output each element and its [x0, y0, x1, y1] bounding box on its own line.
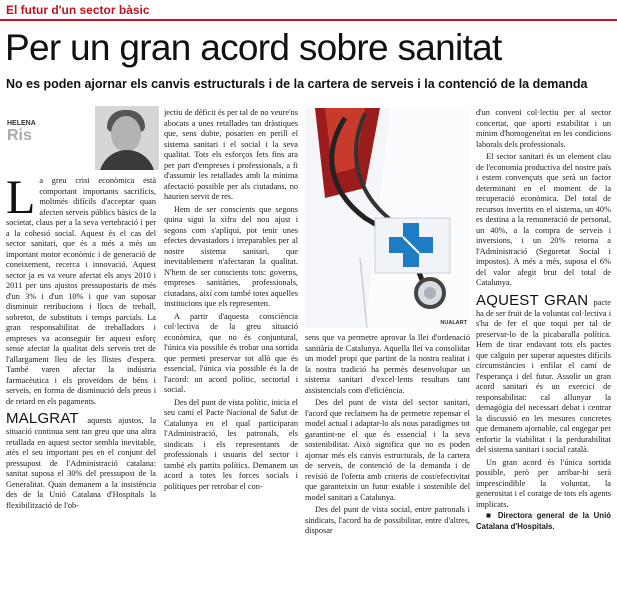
article-paragraph: La greu crisi econòmica està comportant importants sacrificis, moltmés difícils d'acceptar quan afecten serveis públics bàsics de la societat, claus per a la seva vertebració i per a la cohesió social. Aquest és el cas del sector sanitari, que és a més a més un important motor econòmic i de generació de coneixement, recerca i innovació. Aquest sector ja es va veure afectat els anys 2010 i 2011 per uns ajustos pressupostaris de més d'un 3% i d'un 10% i que van suposar disminuir retribucions i llocs de treball, sobretot, de substituts i temps parcials. La gran responsabilitat de treballadors i empreses va aconseguir fer aquest esforç sense afectar la qualitat dels serveis tret de l'allargament lleu de les llistes d'espera. També varen afectar la indústria farmacèutica i els proveïdors de béns i serveis, en forma de disminució dels preus i de retard en els pagaments.	[6, 176, 156, 406]
article-paragraph: Des del punt de vista social, entre patronals i sindicats, l'acord ha de possibilitar, entre d'altres, disposar	[305, 505, 470, 535]
article-paragraph: AQUEST GRAN pacte ha de ser fruit de la voluntat col·lectiva i s'ha de fer el que toqui per tal de preservar-lo de la picabaralla política. Hem de tirar endavant tots els pactes que calguin per superar aquestes difícils circumstàncies i enfilar el camí de l'esperança i del futur. Assolir un gran acord sanitari és un exercici de responsabilitat: cal allunyar la demagògia del necessari debat i centrar la discussió en les mesures concretes que demanem ajornable, cal engegar per enfortir la viabilitat i la perdurabilitat del sistema sanitari i social català.	[476, 291, 611, 454]
header-rule	[0, 19, 617, 21]
byline-last-name: Ris	[7, 127, 32, 144]
side-head: MALGRAT	[6, 410, 79, 427]
headline: Per un gran acord sobre sanitat	[5, 27, 502, 68]
column-2	[164, 108, 298, 594]
column-3	[305, 333, 470, 594]
author-photo	[95, 106, 159, 170]
byline-first-name: HELENA	[7, 120, 36, 127]
article-paragraph: Des del punt de vista del sector sanitari, l'acord que reclamem ha de permetre repensar el model actual i adaptar-lo als nous paradigmes tot garantint-ne el que és essencial i la seva sostenibilitat. Això significa que no es poden ajornar més els canvis estructurals, de la cartera de serveis, de contenció de la demanda i de revisió de l'oferta amb criteris de cost/efectivitat que garanteixin un futur estable i sostenible del model sanitari a Catalunya.	[305, 398, 470, 502]
side-head: AQUEST GRAN	[476, 291, 589, 309]
subhead: No es poden ajornar els canvis estructurals i de la cartera de serveis i la contenció de la demanda	[6, 77, 588, 91]
article-paragraph: A partir d'aquesta consciència col·lectiva de la greu situació econòmica, que no és conjuntural, l'única via possible és trobar una sortida que permeti preservar tot allò que és essencial, l'única via possible és la de l'acord: un acord polític, sectorial i social.	[164, 311, 298, 394]
author-signature: ■ Directora general de la Unió Catalana d'Hospitals.	[476, 511, 611, 531]
drop-cap: L	[6, 176, 36, 224]
end-mark: ■	[486, 511, 494, 520]
column-1	[6, 176, 156, 594]
article-paragraph: El sector sanitari és un element clau de l'economia productiva del nostre país i estem convençuts que serà un factor determinant en el moment de la recuperació econòmica. Del total de recursos invertits en el sistema, un 40% es destina a la remuneració de personal, un 40%, a la compra de serveis i inversions, i un 20% retorna a l'Administració (Seguretat Social i impostos). A més a més, suposa el 6% del valor afegit brut del total de Catalunya.	[476, 152, 611, 287]
article-paragraph: Hem de ser conscients que segons quina sigui la xifra del nou ajust i segons com s'apliqui, pot tenir unes efectes devastadors i irreparables per al nostre sistema sanitari, que inevitablement n'afectaran la qualitat. N'hem de ser conscients tots: governs, empreses sanitàries, professionals, ciutadans, així com també totes aquelles institucions que els representen.	[164, 204, 298, 308]
article-paragraph: d'un conveni col·lectiu per al sector concertat, que aporti estabilitat i un mínim d'homogeneïtat en les condicions laborals dels professionals.	[476, 108, 611, 149]
section-tag: El futur d'un sector bàsic	[6, 3, 150, 17]
illustration-credit: NUALART	[440, 320, 467, 326]
article-paragraph: sens que va permetre aprovar la llei d'ordenació sanitària de Catalunya. Aquella llei va consolidar un model propi que partint de la nostra realitat i la nostra tradició ha permès desenvolupar un sistema sanitari d'excel·lents resultats tant assistencials com d'eficiència.	[305, 333, 470, 395]
column-4	[476, 108, 611, 594]
article-paragraph: Un gran acord és l'única sortida possible, però per arribar-hi serà imprescindible la voluntat, la generositat i el coratge de tots els agents implicats.	[476, 457, 611, 509]
article-paragraph: MALGRAT aquests ajustos, la situació continua sent tan greu que una altra retallada en aquest sector sembla inevitable, atès el seu important pes en el conjunt del pressupost de l'Administració catalana: sanitat suposa el 30% del pressupost de la Generalitat. Quan demanem a la insistència des de la Unió Catalana d'Hospitals la flexibilització de l'ob-	[6, 410, 156, 510]
article-paragraph: Des del punt de vista polític, inicia el seu camí el Pacte Nacional de Salut de Catalunya en el qual participaran l'Administració, les patronals, els sindicats i els representants de professionals i usuaris del sector i també els partits polítics. Demanem un acord a totes les forces socials i polítiques per retrobar el con-	[164, 397, 298, 491]
article-paragraph: jectiu de dèficit és per tal de no veure'ns abocats a unes retallades tan dràstiques que, sens dubte, posarien en perill el sistema sanitari i el social i la seva qualitat. Tots els esforços fets fins ara per part d'empreses i professionals, a fi d'assumir les retallades amb la mínima afectació possible per als ciutadans, no haurien servit de res.	[164, 108, 298, 201]
doctor-coat-illustration	[305, 108, 470, 328]
illustration	[305, 108, 470, 328]
